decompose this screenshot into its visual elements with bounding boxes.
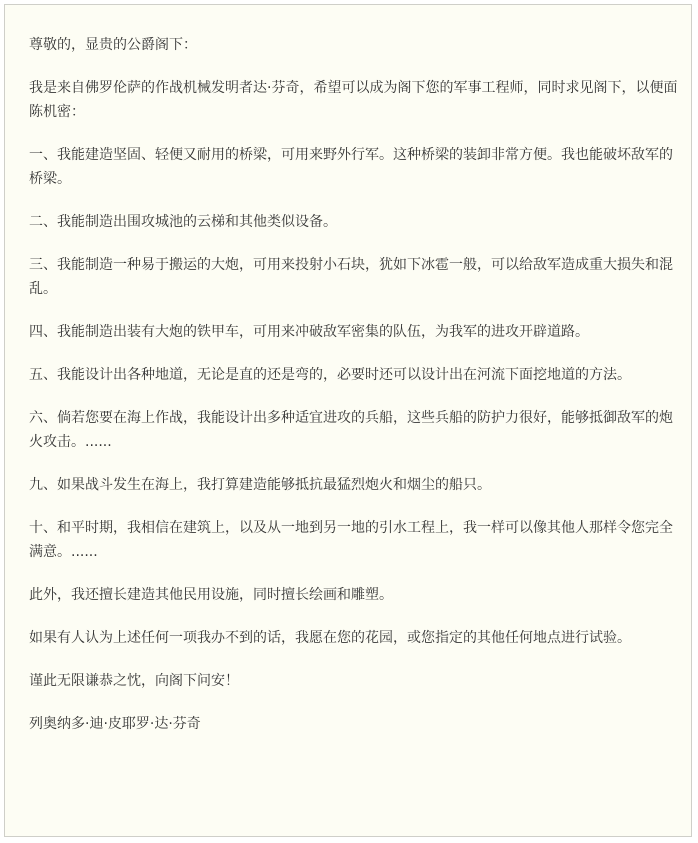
item-3-cannon: 三、我能制造一种易于搬运的大炮，可用来投射小石块，犹如下冰雹一般，可以给敌军造成重大损失和混乱。 [29,257,673,297]
letter-body [29,33,679,736]
item-5-tunnels: 五、我能设计出各种地道，无论是直的还是弯的，必要时还可以设计出在河流下面挖地道的方法。 [29,367,631,383]
intro-paragraph: 我是来自佛罗伦萨的作战机械发明者达·芬奇，希望可以成为阁下您的军事工程师，同时求见阁下，以便面陈机密： [29,80,678,120]
item-1-bridges: 一、我能建造坚固、轻便又耐用的桥梁，可用来野外行军。这种桥梁的装卸非常方便。我也能破坏敌军的桥梁。 [29,147,673,187]
item-9-naval-ships: 九、如果战斗发生在海上，我打算建造能够抵抗最猛烈炮火和烟尘的船只。 [29,477,491,493]
salutation: 尊敬的，显贵的公爵阁下： [29,37,197,53]
additional-skills: 此外，我还擅长建造其他民用设施，同时擅长绘画和雕塑。 [29,587,393,603]
signature: 列奥纳多·迪·皮耶罗·达·芬奇 [29,716,201,732]
item-4-armored-car: 四、我能制造出装有大炮的铁甲车，可用来冲破敌军密集的队伍，为我军的进攻开辟道路。 [29,324,589,340]
letter-panel [4,4,692,837]
challenge-paragraph: 如果有人认为上述任何一项我办不到的话，我愿在您的花园，或您指定的其他任何地点进行试验。 [29,630,631,646]
closing-line: 谨此无限谦恭之忱，向阁下问安！ [29,673,239,689]
item-2-ladders: 二、我能制造出围攻城池的云梯和其他类似设备。 [29,214,337,230]
item-10-civil-engineering: 十、和平时期，我相信在建筑上，以及从一地到另一地的引水工程上，我一样可以像其他人那样令您完全满意。...... [29,520,673,560]
item-6-warships: 六、倘若您要在海上作战，我能设计出多种适宜进攻的兵船，这些兵船的防护力很好，能够抵御敌军的炮火攻击。...... [29,410,673,450]
